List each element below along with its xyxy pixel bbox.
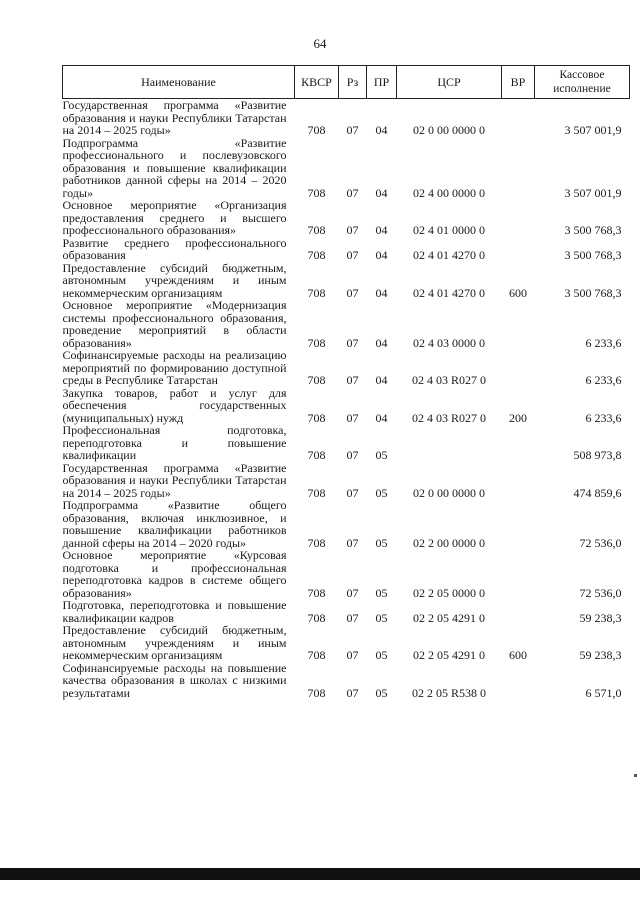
table-row: [63, 599, 630, 624]
row-vr-cell: [502, 199, 535, 237]
row-vr-cell: 200: [509, 410, 527, 425]
row-rz-cell: 07: [346, 373, 359, 387]
row-kvsr-cell: 708: [307, 410, 326, 425]
row-pr-cell: 05: [375, 685, 388, 700]
row-amount-cell: 3 500 768,3: [564, 285, 622, 300]
row-name-cell: Государственная программа «Развитие образования и науки Республики Татарстан на 2014 – 2025 годы»: [62, 98, 287, 137]
row-name-cell: Подпрограмма «Развитие профессионального и послевузовского образования и повышение квалификации работников данной сферы на 2014 – 2020 годы»: [62, 135, 287, 200]
row-pr-cell: 05: [375, 610, 388, 625]
budget-table: [62, 65, 630, 699]
row-vr-cell: [502, 599, 535, 624]
row-name-cell: Государственная программа «Развитие образования и науки Республики Татарстан на 2014 – 2025 годы»: [62, 460, 287, 500]
row-kvsr-cell: 708: [307, 223, 326, 237]
row-pr-cell: 05: [375, 585, 388, 600]
header-pr: ПР: [367, 66, 397, 99]
row-pr-cell: 04: [375, 223, 388, 237]
row-pr-cell: 04: [375, 248, 388, 262]
row-name-cell: Предоставление субсидий бюджетным, автономным учреждениям и иным некоммерческим организациям: [62, 260, 287, 300]
table-row: [63, 624, 630, 662]
table-header-row: [63, 66, 630, 99]
row-csr-cell: 02 4 03 0000 0: [413, 335, 485, 350]
scan-bottom-border: [0, 868, 640, 880]
row-pr-cell: 04: [375, 285, 388, 300]
row-amount-cell: 3 507 001,9: [564, 185, 622, 200]
row-amount-cell: 6 233,6: [585, 335, 622, 350]
header-amount: Кассовое исполнение: [535, 66, 630, 99]
table-row: [63, 499, 630, 549]
table-row: [63, 299, 630, 349]
row-csr-cell: 02 0 00 0000 0: [413, 123, 485, 137]
row-pr-cell: 04: [375, 373, 388, 387]
row-kvsr-cell: 708: [307, 123, 326, 137]
row-csr-cell: 02 4 01 4270 0: [413, 248, 485, 262]
row-rz-cell: 07: [346, 223, 359, 237]
row-amount-cell: 6 233,6: [585, 410, 622, 425]
row-kvsr-cell: 708: [307, 648, 326, 662]
row-pr-cell: 05: [375, 648, 388, 662]
row-rz-cell: 07: [346, 248, 359, 262]
row-kvsr-cell: 708: [307, 685, 326, 700]
row-amount-cell: 59 238,3: [579, 610, 622, 625]
table-row: [63, 662, 630, 700]
row-name-cell: Развитие среднего профессионального образования: [62, 235, 287, 262]
row-kvsr-cell: 708: [307, 373, 326, 387]
row-csr-cell: 02 4 01 4270 0: [413, 285, 485, 300]
row-pr-cell: 05: [375, 535, 388, 550]
row-amount-cell: 72 536,0: [579, 585, 622, 600]
row-rz-cell: 07: [346, 610, 359, 625]
row-vr-cell: [502, 424, 535, 462]
row-vr-cell: [502, 137, 535, 200]
row-name-cell: Профессиональная подготовка, переподготовка и повышение квалификации: [62, 423, 287, 462]
row-csr-cell: 02 2 05 4291 0: [413, 610, 485, 625]
budget-table-container: [62, 65, 629, 699]
row-pr-cell: 04: [375, 123, 388, 137]
row-rz-cell: 07: [346, 448, 359, 462]
row-csr-cell: 02 4 03 R027 0: [411, 410, 486, 425]
scan-speck: [634, 774, 637, 777]
row-rz-cell: 07: [346, 535, 359, 550]
table-row: [63, 387, 630, 425]
row-csr-cell: 02 4 00 0000 0: [413, 185, 485, 200]
row-name-cell: Подпрограмма «Развитие общего образования, включая инклюзивное, и повышение квалификации работников данной сферы на 2014 – 2020 годы»: [62, 498, 287, 550]
table-row: [63, 137, 630, 200]
header-name: Наименование: [63, 66, 295, 99]
row-vr-cell: 600: [509, 648, 527, 662]
row-amount-cell: 3 500 768,3: [564, 248, 622, 262]
table-row: [63, 424, 630, 462]
row-vr-cell: [502, 99, 535, 137]
row-csr-cell: 02 2 05 0000 0: [413, 585, 485, 600]
row-rz-cell: 07: [346, 123, 359, 137]
row-rz-cell: 07: [346, 185, 359, 200]
row-vr-cell: [502, 299, 535, 349]
row-vr-cell: [502, 499, 535, 549]
table-row: [63, 99, 630, 137]
row-rz-cell: 07: [346, 585, 359, 600]
row-kvsr-cell: 708: [307, 585, 326, 600]
row-vr-cell: [502, 662, 535, 700]
row-pr-cell: 05: [375, 485, 388, 500]
row-rz-cell: 07: [346, 335, 359, 350]
row-kvsr-cell: 708: [307, 610, 326, 625]
row-amount-cell: 72 536,0: [579, 535, 622, 550]
row-vr-cell: [502, 462, 535, 500]
row-name-cell: Предоставление субсидий бюджетным, автономным учреждениям и иным некоммерческим организациям: [62, 623, 287, 662]
row-csr-cell: [397, 424, 502, 462]
row-rz-cell: 07: [346, 485, 359, 500]
row-csr-cell: 02 2 05 R538 0: [411, 685, 486, 700]
row-rz-cell: 07: [346, 648, 359, 662]
row-vr-cell: [502, 549, 535, 599]
row-rz-cell: 07: [346, 685, 359, 700]
row-rz-cell: 07: [346, 410, 359, 425]
row-csr-cell: 02 2 05 4291 0: [413, 648, 485, 662]
table-row: [63, 549, 630, 599]
row-name-cell: Софинансируемые расходы на повышение качества образования в школах с низкими результатами: [62, 660, 287, 700]
header-rz: Рз: [339, 66, 367, 99]
row-amount-cell: 6 233,6: [585, 373, 622, 387]
row-amount-cell: 3 500 768,3: [564, 223, 622, 237]
table-body: [63, 99, 630, 700]
row-name-cell: Софинансируемые расходы на реализацию мероприятий по формированию доступной среды в Республике Татарстан: [62, 348, 287, 387]
row-amount-cell: 508 973,8: [573, 448, 622, 462]
row-pr-cell: 04: [375, 410, 388, 425]
row-rz-cell: 07: [346, 285, 359, 300]
row-name-cell: Основное мероприятие «Курсовая подготовка и профессиональная переподготовка кадров в системе общего образования»: [62, 548, 287, 600]
row-pr-cell: 04: [375, 335, 388, 350]
row-name-cell: Основное мероприятие «Организация предоставления среднего и высшего профессионального образования»: [62, 198, 287, 237]
header-kvsr: КВСР: [295, 66, 339, 99]
row-amount-cell: 3 507 001,9: [564, 123, 622, 137]
row-kvsr-cell: 708: [307, 285, 326, 300]
header-vr: ВР: [502, 66, 535, 99]
row-vr-cell: 600: [509, 285, 527, 300]
row-kvsr-cell: 708: [307, 248, 326, 262]
table-row: [63, 199, 630, 237]
row-name-cell: Закупка товаров, работ и услуг для обеспечения государственных (муниципальных) нужд: [62, 385, 287, 425]
page-number: 64: [313, 36, 327, 51]
row-pr-cell: 04: [375, 185, 388, 200]
table-row: [63, 462, 630, 500]
row-name-cell: Основное мероприятие «Модернизация системы профессионального образования, проведение мероприятий в области образования»: [62, 298, 287, 350]
row-kvsr-cell: 708: [307, 185, 326, 200]
row-kvsr-cell: 708: [307, 535, 326, 550]
row-csr-cell: 02 0 00 0000 0: [413, 485, 485, 500]
row-name-cell: Подготовка, переподготовка и повышение квалификации кадров: [62, 598, 287, 625]
row-kvsr-cell: 708: [307, 448, 326, 462]
row-amount-cell: 6 571,0: [585, 685, 622, 700]
row-amount-cell: 59 238,3: [579, 648, 622, 662]
row-kvsr-cell: 708: [307, 485, 326, 500]
row-vr-cell: [502, 349, 535, 387]
table-row: [63, 349, 630, 387]
row-pr-cell: 05: [375, 448, 388, 462]
row-vr-cell: [502, 237, 535, 262]
header-csr: ЦСР: [397, 66, 502, 99]
row-amount-cell: 474 859,6: [573, 485, 622, 500]
row-csr-cell: 02 4 03 R027 0: [411, 373, 486, 387]
table-row: [63, 237, 630, 262]
table-row: [63, 262, 630, 300]
row-csr-cell: 02 4 01 0000 0: [413, 223, 485, 237]
row-csr-cell: 02 2 00 0000 0: [413, 535, 485, 550]
row-kvsr-cell: 708: [307, 335, 326, 350]
